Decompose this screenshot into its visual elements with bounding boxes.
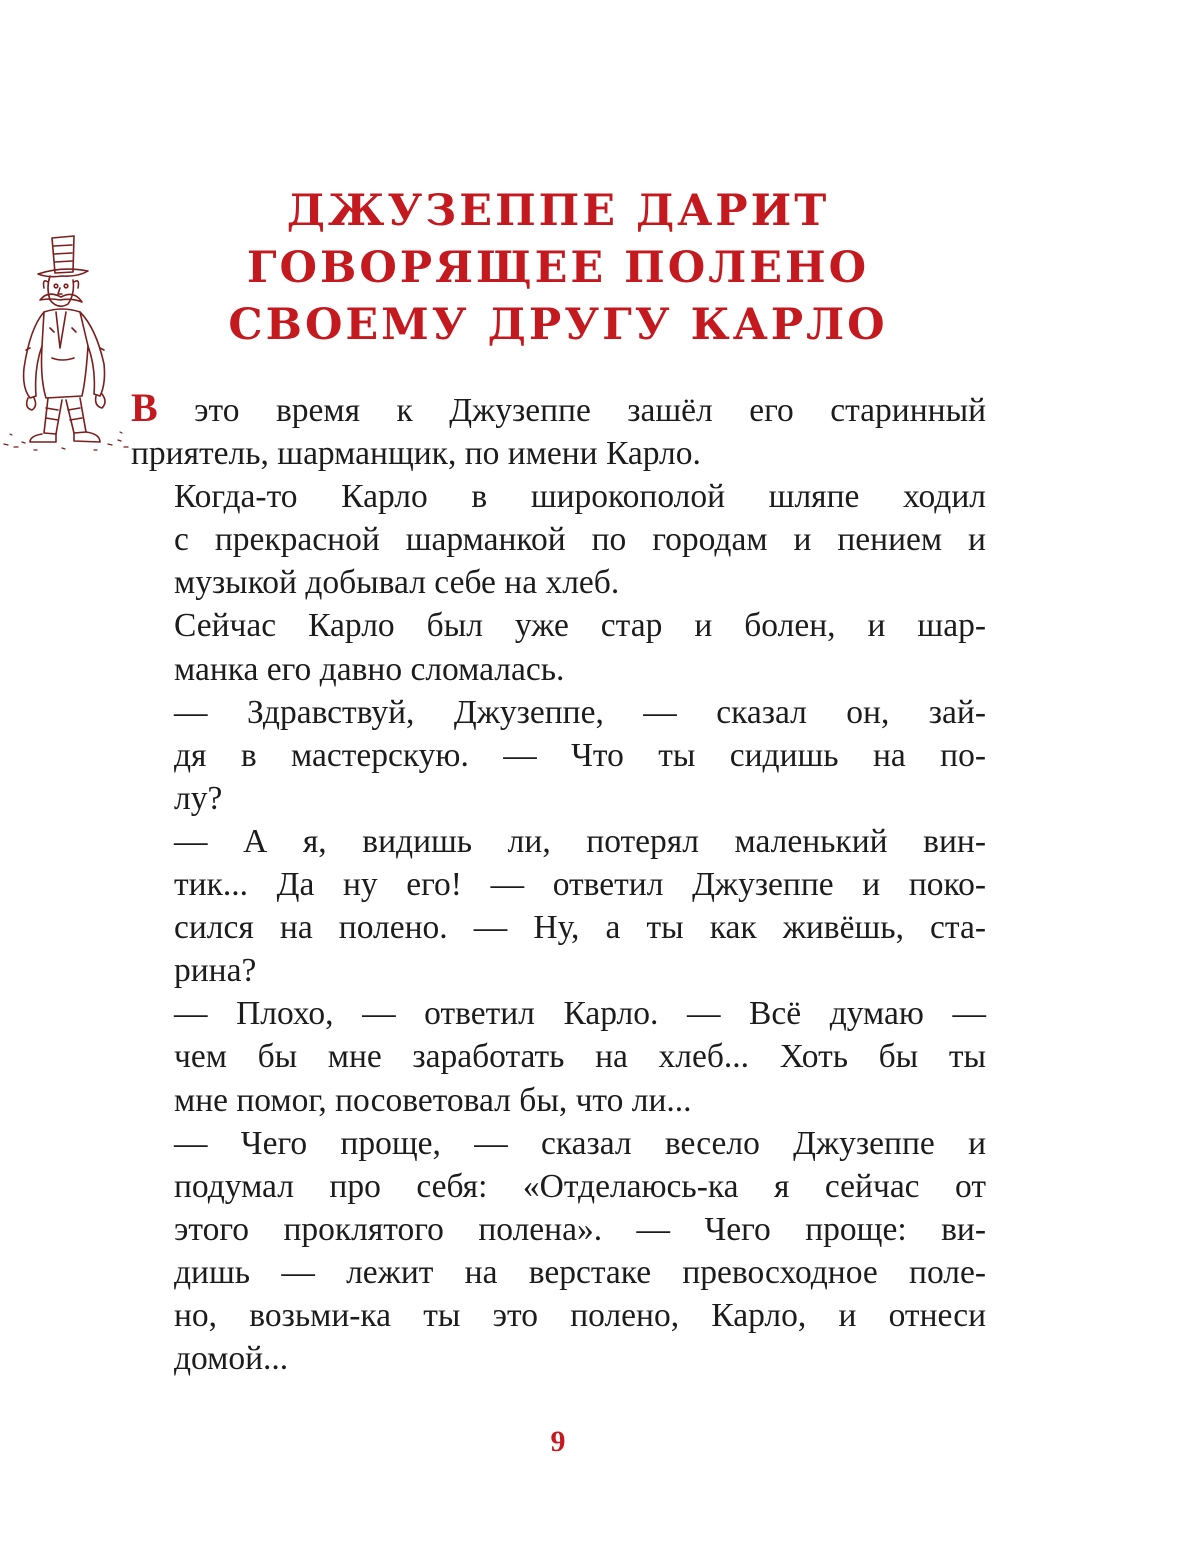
text-line: Когда-то Карло в широкополой шляпе ходил	[174, 478, 986, 516]
chapter-title-line: СВОЕМУ ДРУГУ КАРЛО	[228, 300, 888, 350]
text-line: с прекрасной шарманкой по городам и пением и	[174, 521, 986, 559]
text-line: лу?	[174, 779, 223, 817]
paragraph	[131, 475, 986, 604]
text-line: чем бы мне заработать на хлеб... Хоть бы ты	[174, 1038, 986, 1076]
text-line: — Чего проще, — сказал весело Джузеппе и	[174, 1124, 986, 1162]
paragraph	[131, 992, 986, 1121]
text-line: — Плохо, — ответил Карло. — Всё думаю —	[174, 995, 986, 1033]
text-line: но, возьми-ка ты это полено, Карло, и отнеси	[174, 1296, 986, 1334]
drop-cap: В	[131, 385, 158, 430]
story-text	[131, 386, 986, 1380]
text-line: приятель, шарманщик, по имени Карло.	[131, 435, 701, 473]
text-line: подумал про себя: «Отделаюсь-ка я сейчас от	[174, 1167, 986, 1205]
paragraph	[131, 691, 986, 820]
text-line: — А я, видишь ли, потерял маленький вин-	[174, 822, 986, 860]
paragraph	[131, 604, 986, 690]
text-line: дишь — лежит на верстаке превосходное поле-	[174, 1253, 986, 1291]
organ-grinder-sketch-icon	[0, 228, 135, 458]
paragraph	[131, 820, 986, 992]
text-line: тик... Да ну его! — ответил Джузеппе и поко-	[174, 866, 986, 904]
text-line: сился на полено. — Ну, а ты как живёшь, ста-	[174, 909, 986, 947]
text-line: этого проклятого полена». — Чего проще: ви-	[174, 1210, 986, 1248]
text-line: музыкой добывал себе на хлеб.	[174, 564, 620, 602]
paragraph	[131, 1122, 986, 1381]
text-line: мне помог, посоветовал бы, что ли...	[174, 1081, 692, 1119]
text-line: В это время к Джузеппе зашёл его старинный	[131, 385, 986, 430]
text-line: рина?	[174, 952, 257, 990]
text-line: домой...	[174, 1340, 289, 1378]
chapter-title	[200, 183, 916, 354]
text-line: манка его давно сломалась.	[174, 650, 565, 688]
chapter-title-line: ДЖУЗЕППЕ ДАРИТ	[286, 186, 830, 236]
text-line: Сейчас Карло был уже стар и болен, и шар-	[174, 607, 986, 645]
page-number: 9	[550, 1425, 566, 1458]
paragraph	[131, 386, 986, 475]
chapter-title-line: ГОВОРЯЩЕЕ ПОЛЕНО	[246, 243, 870, 293]
text-line: дя в мастерскую. — Что ты сидишь на по-	[174, 736, 986, 774]
text-line: — Здравствуй, Джузеппе, — сказал он, зай-	[174, 693, 986, 731]
